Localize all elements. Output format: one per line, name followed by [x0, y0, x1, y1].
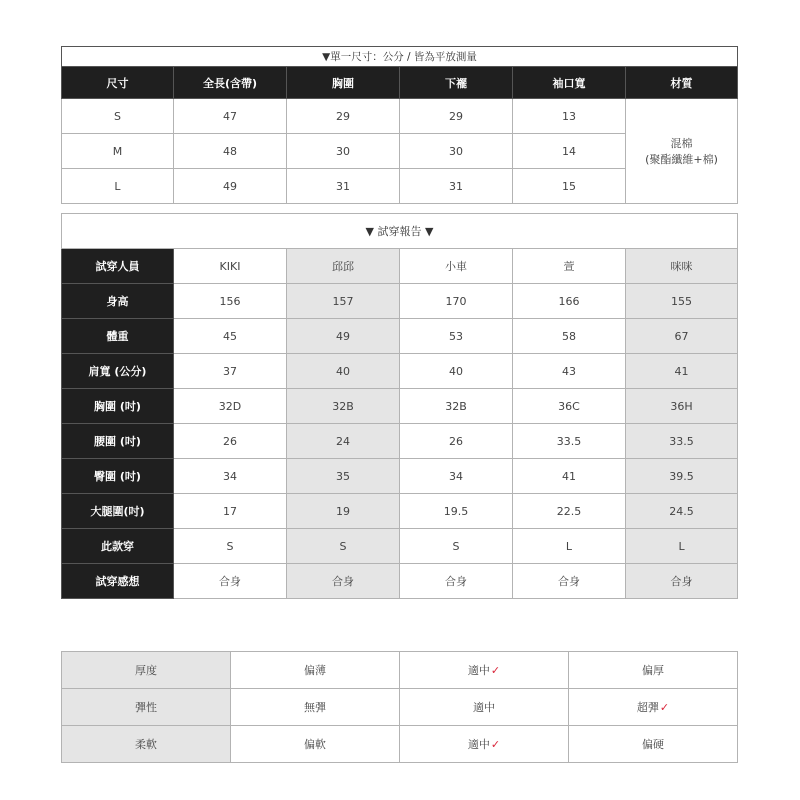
report-value-cell: S — [400, 529, 513, 564]
report-value-cell: S — [287, 529, 400, 564]
size-cell: S — [62, 99, 174, 134]
report-value-cell: L — [513, 529, 626, 564]
report-value-cell: L — [626, 529, 738, 564]
report-body — [62, 249, 738, 599]
tryon-report-table — [61, 213, 738, 599]
report-value-cell: 41 — [626, 354, 738, 389]
feel-row-label: 厚度 — [62, 652, 231, 689]
report-value-cell: 41 — [513, 459, 626, 494]
report-value-cell: 合身 — [400, 564, 513, 599]
feel-option-label: 無彈 — [304, 701, 326, 714]
report-value-cell: 155 — [626, 284, 738, 319]
table-row — [62, 689, 738, 726]
table-row — [62, 319, 738, 354]
report-row-label: 此款穿 — [62, 529, 174, 564]
table-row — [62, 284, 738, 319]
checkmark-icon: ✓ — [490, 664, 501, 677]
feel-option-label: 偏厚 — [642, 664, 664, 677]
header-size: 尺寸 — [62, 67, 174, 99]
length-cell: 47 — [174, 99, 287, 134]
report-value-cell: 小車 — [400, 249, 513, 284]
report-value-cell: 35 — [287, 459, 400, 494]
report-row-label: 肩寬 (公分) — [62, 354, 174, 389]
hem-cell: 29 — [400, 99, 513, 134]
hem-cell: 31 — [400, 169, 513, 204]
size-table-caption: ▼單一尺寸：公分 / 皆為平放測量 — [62, 47, 738, 67]
chest-cell: 30 — [287, 134, 400, 169]
report-value-cell: KIKI — [174, 249, 287, 284]
report-value-cell: 40 — [287, 354, 400, 389]
report-row-label: 試穿人員 — [62, 249, 174, 284]
feel-option-cell — [569, 689, 738, 726]
table-row — [62, 424, 738, 459]
cuff-cell: 14 — [513, 134, 626, 169]
report-value-cell: 22.5 — [513, 494, 626, 529]
report-value-cell: 45 — [174, 319, 287, 354]
table-row — [62, 249, 738, 284]
checkmark-icon: ✓ — [659, 701, 670, 714]
report-value-cell: 19.5 — [400, 494, 513, 529]
feel-option-cell — [231, 652, 400, 689]
size-cell: M — [62, 134, 174, 169]
table-row — [62, 494, 738, 529]
report-value-cell: 32B — [400, 389, 513, 424]
header-chest: 胸圍 — [287, 67, 400, 99]
report-value-cell: 合身 — [287, 564, 400, 599]
checkmark-icon: ✓ — [490, 738, 501, 751]
feel-option-label: 適中 — [467, 738, 490, 751]
length-cell: 49 — [174, 169, 287, 204]
report-value-cell: 49 — [287, 319, 400, 354]
report-value-cell: 19 — [287, 494, 400, 529]
header-length: 全長(含帶) — [174, 67, 287, 99]
feel-row-label: 彈性 — [62, 689, 231, 726]
material-line2: (聚酯纖維+棉) — [645, 153, 718, 166]
header-hem: 下襬 — [400, 67, 513, 99]
report-row-label: 體重 — [62, 319, 174, 354]
report-value-cell: 33.5 — [513, 424, 626, 459]
header-material: 材質 — [626, 67, 738, 99]
report-value-cell: 37 — [174, 354, 287, 389]
report-value-cell: 34 — [174, 459, 287, 494]
table-row — [62, 726, 738, 763]
report-value-cell: 40 — [400, 354, 513, 389]
report-value-cell: 156 — [174, 284, 287, 319]
report-value-cell: 合身 — [174, 564, 287, 599]
feel-option-cell — [400, 652, 569, 689]
report-value-cell: 萱 — [513, 249, 626, 284]
report-value-cell: 58 — [513, 319, 626, 354]
report-value-cell: 17 — [174, 494, 287, 529]
feel-row-label: 柔軟 — [62, 726, 231, 763]
report-value-cell: 36H — [626, 389, 738, 424]
report-value-cell: 26 — [400, 424, 513, 459]
feel-option-label: 偏硬 — [642, 738, 664, 751]
report-row-label: 臀圍 (吋) — [62, 459, 174, 494]
report-row-label: 腰圍 (吋) — [62, 424, 174, 459]
feel-option-label: 適中 — [473, 701, 495, 714]
report-value-cell: 合身 — [626, 564, 738, 599]
fabric-feel-table — [61, 651, 738, 763]
table-row — [62, 99, 738, 134]
report-value-cell: 32B — [287, 389, 400, 424]
report-value-cell: 36C — [513, 389, 626, 424]
report-value-cell: 咪咪 — [626, 249, 738, 284]
table-row — [62, 389, 738, 424]
table-row — [62, 354, 738, 389]
table-row — [62, 652, 738, 689]
feel-option-cell — [400, 689, 569, 726]
feel-option-cell — [231, 689, 400, 726]
report-value-cell: 67 — [626, 319, 738, 354]
feel-option-cell — [569, 652, 738, 689]
feel-option-label: 超彈 — [636, 701, 659, 714]
report-caption: ▼ 試穿報告 ▼ — [62, 214, 738, 249]
report-value-cell: 43 — [513, 354, 626, 389]
report-value-cell: 166 — [513, 284, 626, 319]
feel-option-cell — [400, 726, 569, 763]
report-value-cell: 33.5 — [626, 424, 738, 459]
feel-body — [62, 652, 738, 763]
report-value-cell: 26 — [174, 424, 287, 459]
report-value-cell: 邱邱 — [287, 249, 400, 284]
chest-cell: 31 — [287, 169, 400, 204]
report-value-cell: 24.5 — [626, 494, 738, 529]
material-line1: 混棉 — [670, 137, 693, 150]
cuff-cell: 13 — [513, 99, 626, 134]
material-cell — [626, 99, 738, 204]
length-cell: 48 — [174, 134, 287, 169]
report-value-cell: S — [174, 529, 287, 564]
report-value-cell: 24 — [287, 424, 400, 459]
report-row-label: 身高 — [62, 284, 174, 319]
report-value-cell: 34 — [400, 459, 513, 494]
feel-option-cell — [569, 726, 738, 763]
report-value-cell: 32D — [174, 389, 287, 424]
report-value-cell: 39.5 — [626, 459, 738, 494]
report-value-cell: 53 — [400, 319, 513, 354]
table-row — [62, 459, 738, 494]
report-row-label: 試穿感想 — [62, 564, 174, 599]
feel-option-label: 偏軟 — [304, 738, 326, 751]
feel-option-label: 偏薄 — [304, 664, 326, 677]
size-table-header — [62, 67, 738, 99]
report-value-cell: 157 — [287, 284, 400, 319]
report-value-cell: 170 — [400, 284, 513, 319]
chest-cell: 29 — [287, 99, 400, 134]
feel-option-label: 適中 — [467, 664, 490, 677]
table-row — [62, 529, 738, 564]
cuff-cell: 15 — [513, 169, 626, 204]
report-row-label: 大腿圍(吋) — [62, 494, 174, 529]
size-table — [61, 46, 738, 204]
hem-cell: 30 — [400, 134, 513, 169]
report-value-cell: 合身 — [513, 564, 626, 599]
header-cuff: 袖口寬 — [513, 67, 626, 99]
table-row — [62, 564, 738, 599]
report-row-label: 胸圍 (吋) — [62, 389, 174, 424]
feel-option-cell — [231, 726, 400, 763]
size-cell: L — [62, 169, 174, 204]
